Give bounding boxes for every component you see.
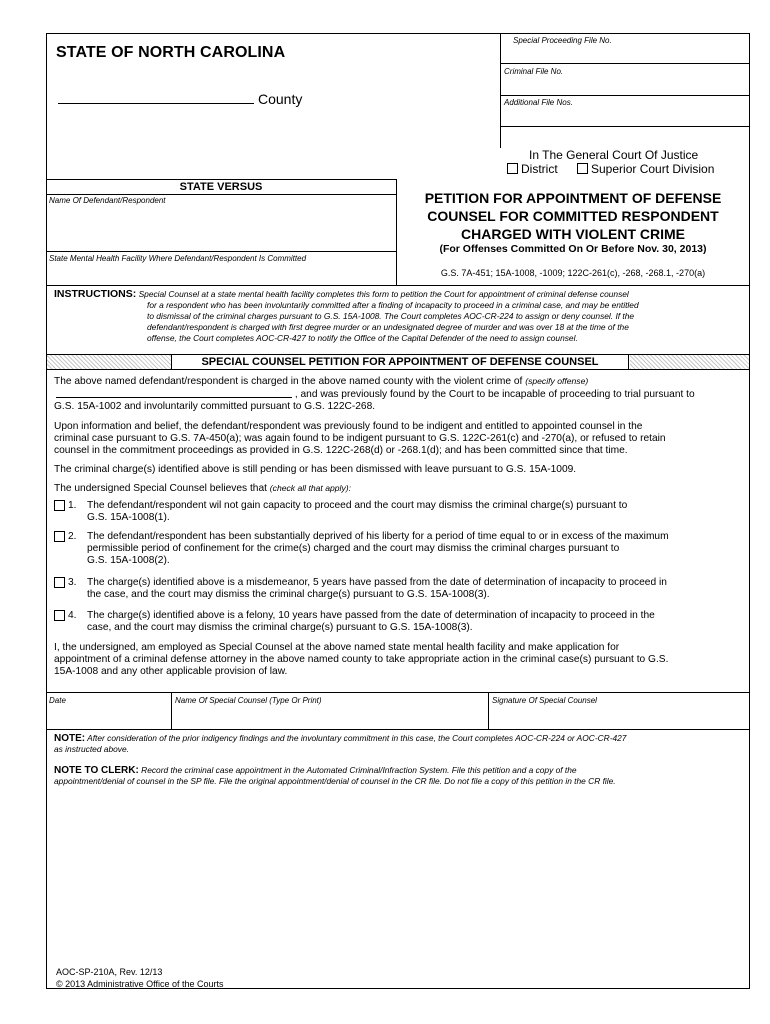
specify-offense-note: (specify offense) [525,376,589,386]
parties-divider [396,179,397,285]
note-text: as instructed above. [54,744,129,754]
form-title-line1: PETITION FOR APPOINTMENT OF DEFENSE [424,190,722,206]
district-label: District [521,162,558,176]
body-text: counsel in the commitment proceedings as provided in G.S. 122C-268(d) or -268.1(d); and has been committed since that time. [54,445,628,456]
item-text: case, and the court may dismiss the criminal charge(s) pursuant to G.S. 15A-1008(3). [87,622,473,633]
body-text: Upon information and belief, the defendant/respondent was previously found to be indigent and entitled to appointed counsel in the [54,421,643,432]
item-number: 1. [68,500,77,511]
indigency-paragraph [54,421,746,457]
defendant-rule [46,251,396,252]
superior-label: Superior Court Division [591,162,715,176]
counsel-signature-label: Signature Of Special Counsel [492,696,597,705]
note-text: appointment/denial of counsel in the SP file. File the original appointment/denial of counsel in the CR file. Do not file a copy of this petition in the CR file. [54,776,616,786]
instructions-label: INSTRUCTIONS: [54,288,137,300]
grounds-checkbox-4[interactable] [54,610,65,621]
item-number: 2. [68,531,77,542]
parties-top-rule [46,179,396,180]
criminal-file-field[interactable] [501,78,749,94]
instructions-line: Special Counsel at a state mental health facility completes this form to petition the Court for appointment of criminal defense counsel [138,289,629,299]
grounds-checkbox-3[interactable] [54,577,65,588]
footer [56,966,224,990]
body-text: I, the undersigned, am employed as Special Counsel at the above named state mental health facility and make application for [54,642,620,653]
district-checkbox[interactable] [507,163,518,174]
instructions-line: for a respondent who has been involuntarily committed after a finding of incapacity to proceed in a criminal case, and may be entitled [147,300,639,310]
note-text: After consideration of the prior indigency findings and the involuntary commitment in this case, the Court completes AOC-CR-224 or AOC-CR-427 [87,733,627,743]
note-text: Record the criminal case appointment in the Automated Criminal/Infraction System. File this petition and a copy of the [141,765,577,775]
pending-paragraph: The criminal charge(s) identified above is still pending or has been dismissed with leave pursuant to G.S. 15A-1009. [54,464,577,475]
special-proceeding-field[interactable] [501,46,749,63]
section-shading-left [47,355,171,369]
counsel-signature-field[interactable] [489,706,749,728]
counsel-name-label: Name Of Special Counsel (Type Or Print) [175,696,322,705]
item-text: G.S. 15A-1008(2). [87,555,170,566]
instructions-block [54,289,746,344]
body-text: , and was previously found by the Court to be incapable of proceeding to trial pursuant to [294,389,695,400]
body-text: appointment of a criminal defense attorney in the above named county to take appropriate action in the criminal case(s) pursuant to G.S. [54,654,669,665]
grounds-checkbox-1[interactable] [54,500,65,511]
offense-field[interactable] [56,388,292,398]
section-title: SPECIAL COUNSEL PETITION FOR APPOINTMENT OF DEFENSE COUNSEL [171,355,629,369]
facility-label: State Mental Health Facility Where Defendant/Respondent Is Committed [49,254,307,263]
note-label: NOTE: [54,733,86,744]
clerk-note-label: NOTE TO CLERK: [54,765,139,776]
criminal-file-label: Criminal File No. [504,67,564,76]
grounds-item-2 [54,531,744,569]
grounds-item-3 [54,577,744,603]
state-title: STATE OF NORTH CAROLINA [56,44,286,61]
item-text: permissible period of confinement for the crime(s) charged and the court may dismiss the criminal charges pursuant to [87,543,620,554]
item-text: The defendant/respondent has been substantially deprived of his liberty for a period of time equal to or in excess of the maximum [87,531,669,542]
item-text: the case, and the court may dismiss the criminal charge(s) pursuant to G.S. 15A-1008(3). [87,589,490,600]
section-shading-right [630,355,749,369]
copyright: © 2013 Administrative Office of the Courts [56,979,224,989]
court-of-justice: In The General Court Of Justice [529,148,699,162]
body-text: The above named defendant/respondent is charged in the above named county with the violent crime of [54,376,523,387]
section-header-bar [47,354,749,370]
check-all-note: (check all that apply): [269,483,351,493]
charge-paragraph [54,375,746,413]
county-field[interactable] [58,91,254,104]
grounds-checkbox-2[interactable] [54,531,65,542]
superior-checkbox[interactable] [577,163,588,174]
form-id: AOC-SP-210A, Rev. 12/13 [56,967,163,977]
body-text: G.S. 15A-1002 and involuntarily committed pursuant to G.S. 122C-268. [54,401,376,412]
instructions-top-rule [46,285,750,286]
defendant-label: Name Of Defendant/Respondent [49,196,166,205]
state-versus: STATE VERSUS [179,181,263,193]
signature-top-rule [46,692,750,693]
additional-file-field[interactable] [501,109,749,125]
defendant-name-field[interactable] [47,206,395,250]
instructions-line: offense, the Court completes AOC-CR-427 to notify the Office of the Capital Defender of the need to assign counsel. [147,333,578,343]
item-number: 4. [68,610,77,621]
instructions-line: to dismissal of the criminal charges pursuant to G.S. 15A-1008. The Court completes AOC-CR-224 to assign or deny counsel. If the [147,311,635,321]
district-option[interactable] [507,162,558,176]
county-label: County [258,91,303,107]
grounds-item-1 [54,500,744,526]
file-box-rule [500,95,750,96]
clerk-note-block [54,765,746,787]
item-text: The defendant/respondent wil not gain capacity to proceed and the court may dismiss the criminal charge(s) pursuant to [87,500,628,511]
body-text: criminal case pursuant to G.S. 7A-450(a); was again found to be indigent pursuant to G.S. 122C-261(c) and -270(a), or refused to retain [54,433,666,444]
item-text: G.S. 15A-1008(1). [87,512,170,523]
special-proceeding-label: Special Proceeding File No. [513,36,612,45]
item-number: 3. [68,577,77,588]
signature-bottom-rule [46,729,750,730]
instructions-line: defendant/respondent is charged with first degree murder or an undesignated degree of murder and was over 18 at the time of the [147,322,629,332]
form-title-line3: CHARGED WITH VIOLENT CRIME [461,226,685,242]
file-box-rule [500,126,750,127]
file-box-rule [500,63,750,64]
date-field[interactable] [47,706,170,728]
grounds-item-4 [54,610,744,636]
body-text: 15A-1008 and any other applicable provision of law. [54,666,288,677]
item-text: The charge(s) identified above is a felony, 10 years have passed from the date of determination of incapacity to proceed in the [87,610,655,621]
note-block [54,733,746,755]
state-versus-rule [46,194,396,195]
date-label: Date [49,696,66,705]
form-title-line2: COUNSEL FOR COMMITTED RESPONDENT [427,208,719,224]
additional-file-label: Additional File Nos. [504,98,573,107]
statute-references: G.S. 7A-451; 15A-1008, -1009; 122C-261(c), -268, -268.1, -270(a) [440,268,706,278]
belief-paragraph [54,482,746,495]
item-text: The charge(s) identified above is a misdemeanor, 5 years have passed from the date of determination of incapacity to proceed in [87,577,667,588]
body-text: The undersigned Special Counsel believes that [54,483,267,494]
counsel-name-field[interactable] [172,706,487,728]
facility-field[interactable] [47,264,395,284]
superior-option[interactable] [577,162,714,176]
form-subtitle: (For Offenses Committed On Or Before Nov. 30, 2013) [439,243,707,255]
application-paragraph [54,642,746,678]
